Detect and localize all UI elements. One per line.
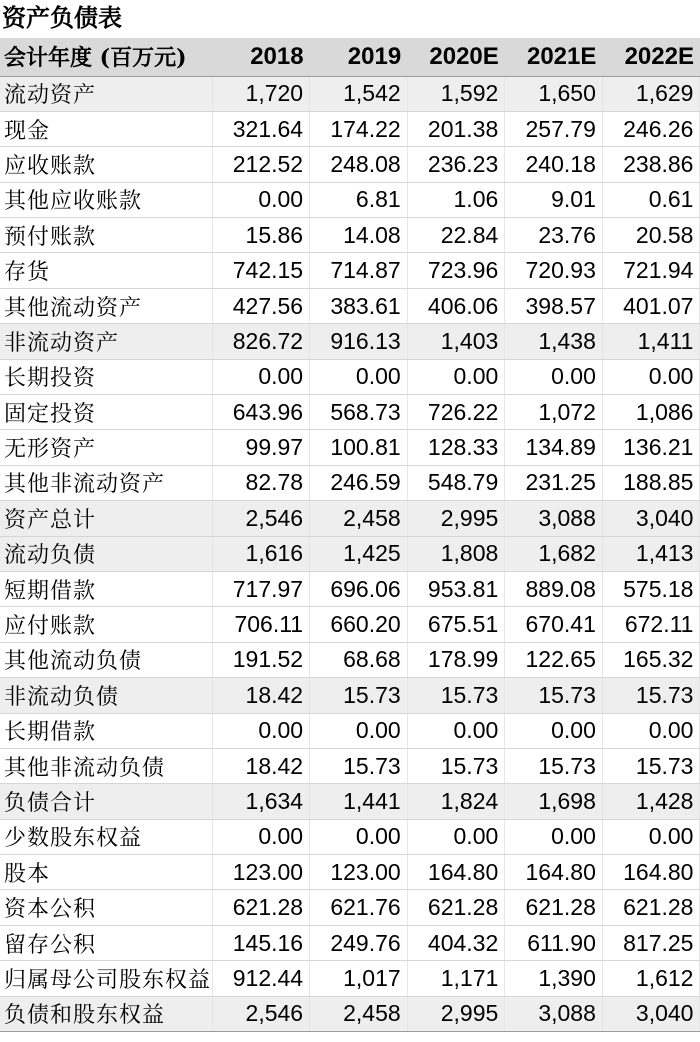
cell-value: 1,072 [505,395,603,430]
cell-value: 0.00 [310,359,408,394]
cell-value: 0.00 [602,359,700,394]
cell-value: 134.89 [505,430,603,465]
row-label: 其他流动资产 [0,288,212,323]
cell-value: 100.81 [310,430,408,465]
cell-value: 575.18 [602,571,700,606]
cell-value: 717.97 [212,571,310,606]
cell-value: 2,995 [407,996,505,1031]
cell-value: 404.32 [407,925,505,960]
cell-value: 1,629 [602,76,700,111]
cell-value: 2,546 [212,996,310,1031]
cell-value: 0.00 [602,819,700,854]
cell-value: 2,458 [310,996,408,1031]
table-row [0,395,700,430]
table-row [0,961,700,996]
cell-value: 2,546 [212,501,310,536]
table-row [0,501,700,536]
table-row [0,855,700,890]
cell-value: 188.85 [602,465,700,500]
cell-value: 621.28 [407,890,505,925]
row-label: 留存公积 [0,925,212,960]
cell-value: 643.96 [212,395,310,430]
table-row [0,359,700,394]
cell-value: 0.00 [602,713,700,748]
cell-value: 15.73 [505,748,603,783]
cell-value: 726.22 [407,395,505,430]
cell-value: 231.25 [505,465,603,500]
row-label: 长期借款 [0,713,212,748]
table-row [0,536,700,571]
cell-value: 246.26 [602,111,700,146]
cell-value: 0.00 [212,182,310,217]
row-label: 其他流动负债 [0,642,212,677]
cell-value: 15.73 [310,748,408,783]
cell-value: 696.06 [310,571,408,606]
cell-value: 621.76 [310,890,408,925]
cell-value: 15.86 [212,218,310,253]
cell-value: 15.73 [505,678,603,713]
row-label: 其他应收账款 [0,182,212,217]
cell-value: 1,698 [505,784,603,819]
cell-value: 248.08 [310,147,408,182]
cell-value: 912.44 [212,961,310,996]
cell-value: 1,413 [602,536,700,571]
cell-value: 826.72 [212,324,310,359]
cell-value: 249.76 [310,925,408,960]
cell-value: 0.61 [602,182,700,217]
cell-value: 0.00 [212,819,310,854]
cell-value: 0.00 [212,713,310,748]
cell-value: 6.81 [310,182,408,217]
table-row [0,784,700,819]
cell-value: 18.42 [212,678,310,713]
cell-value: 123.00 [212,855,310,890]
row-label: 短期借款 [0,571,212,606]
table-row [0,76,700,111]
cell-value: 3,088 [505,996,603,1031]
table-row [0,819,700,854]
cell-value: 1,824 [407,784,505,819]
cell-value: 383.61 [310,288,408,323]
cell-value: 257.79 [505,111,603,146]
cell-value: 164.80 [602,855,700,890]
cell-value: 20.58 [602,218,700,253]
row-label: 其他非流动负债 [0,748,212,783]
cell-value: 3,088 [505,501,603,536]
header-row [0,38,700,76]
table-row [0,111,700,146]
cell-value: 721.94 [602,253,700,288]
cell-value: 1,616 [212,536,310,571]
cell-value: 548.79 [407,465,505,500]
cell-value: 15.73 [602,678,700,713]
row-label: 存货 [0,253,212,288]
header-2022e: 2022E [602,38,700,76]
cell-value: 136.21 [602,430,700,465]
table-row [0,642,700,677]
table-row [0,324,700,359]
cell-value: 1,542 [310,76,408,111]
table-row [0,571,700,606]
cell-value: 18.42 [212,748,310,783]
cell-value: 953.81 [407,571,505,606]
cell-value: 706.11 [212,607,310,642]
header-2018: 2018 [212,38,310,76]
cell-value: 178.99 [407,642,505,677]
cell-value: 670.41 [505,607,603,642]
table-row [0,678,700,713]
cell-value: 672.11 [602,607,700,642]
cell-value: 675.51 [407,607,505,642]
cell-value: 916.13 [310,324,408,359]
table-row [0,182,700,217]
cell-value: 1,720 [212,76,310,111]
balance-sheet-table [0,38,700,1032]
cell-value: 1,086 [602,395,700,430]
header-2021e: 2021E [505,38,603,76]
cell-value: 23.76 [505,218,603,253]
cell-value: 2,458 [310,501,408,536]
cell-value: 568.73 [310,395,408,430]
table-row [0,607,700,642]
cell-value: 0.00 [310,819,408,854]
cell-value: 165.32 [602,642,700,677]
row-label: 应收账款 [0,147,212,182]
cell-value: 9.01 [505,182,603,217]
table-row [0,218,700,253]
table-title: 资产负债表 [2,3,122,32]
cell-value: 1,390 [505,961,603,996]
cell-value: 0.00 [505,359,603,394]
row-label: 流动资产 [0,76,212,111]
cell-value: 15.73 [407,678,505,713]
table-row [0,925,700,960]
cell-value: 889.08 [505,571,603,606]
row-label: 现金 [0,111,212,146]
cell-value: 68.68 [310,642,408,677]
row-label: 资产总计 [0,501,212,536]
cell-value: 723.96 [407,253,505,288]
cell-value: 15.73 [310,678,408,713]
cell-value: 660.20 [310,607,408,642]
cell-value: 0.00 [310,713,408,748]
cell-value: 720.93 [505,253,603,288]
table-row [0,713,700,748]
cell-value: 236.23 [407,147,505,182]
cell-value: 2,995 [407,501,505,536]
cell-value: 0.00 [407,713,505,748]
cell-value: 0.00 [505,819,603,854]
cell-value: 82.78 [212,465,310,500]
cell-value: 1,650 [505,76,603,111]
cell-value: 0.00 [212,359,310,394]
cell-value: 3,040 [602,996,700,1031]
cell-value: 621.28 [602,890,700,925]
header-2019: 2019 [310,38,408,76]
cell-value: 145.16 [212,925,310,960]
header-fiscal-year: 会计年度 (百万元) [0,38,212,76]
table-row [0,430,700,465]
cell-value: 1,438 [505,324,603,359]
cell-value: 321.64 [212,111,310,146]
cell-value: 0.00 [407,359,505,394]
row-label: 应付账款 [0,607,212,642]
cell-value: 123.00 [310,855,408,890]
cell-value: 22.84 [407,218,505,253]
cell-value: 1,171 [407,961,505,996]
cell-value: 1,441 [310,784,408,819]
cell-value: 122.65 [505,642,603,677]
cell-value: 1,634 [212,784,310,819]
table-body [0,76,700,1032]
cell-value: 1,403 [407,324,505,359]
cell-value: 742.15 [212,253,310,288]
cell-value: 817.25 [602,925,700,960]
table-row [0,890,700,925]
table-row [0,253,700,288]
cell-value: 1,808 [407,536,505,571]
row-label: 流动负债 [0,536,212,571]
row-label: 其他非流动资产 [0,465,212,500]
cell-value: 212.52 [212,147,310,182]
header-2020e: 2020E [407,38,505,76]
cell-value: 15.73 [602,748,700,783]
cell-value: 128.33 [407,430,505,465]
cell-value: 1,411 [602,324,700,359]
cell-value: 3,040 [602,501,700,536]
cell-value: 1,017 [310,961,408,996]
cell-value: 201.38 [407,111,505,146]
cell-value: 714.87 [310,253,408,288]
cell-value: 0.00 [407,819,505,854]
cell-value: 1,682 [505,536,603,571]
cell-value: 611.90 [505,925,603,960]
cell-value: 401.07 [602,288,700,323]
cell-value: 398.57 [505,288,603,323]
table-row [0,996,700,1031]
row-label: 归属母公司股东权益 [0,961,212,996]
row-label: 固定投资 [0,395,212,430]
cell-value: 238.86 [602,147,700,182]
cell-value: 99.97 [212,430,310,465]
row-label: 非流动资产 [0,324,212,359]
row-label: 无形资产 [0,430,212,465]
cell-value: 240.18 [505,147,603,182]
cell-value: 174.22 [310,111,408,146]
cell-value: 0.00 [505,713,603,748]
table-row [0,465,700,500]
row-label: 股本 [0,855,212,890]
row-label: 负债合计 [0,784,212,819]
cell-value: 1,592 [407,76,505,111]
cell-value: 14.08 [310,218,408,253]
row-label: 预付账款 [0,218,212,253]
table-row [0,288,700,323]
cell-value: 427.56 [212,288,310,323]
row-label: 长期投资 [0,359,212,394]
cell-value: 1,612 [602,961,700,996]
cell-value: 1.06 [407,182,505,217]
row-label: 负债和股东权益 [0,996,212,1031]
cell-value: 15.73 [407,748,505,783]
cell-value: 621.28 [212,890,310,925]
cell-value: 191.52 [212,642,310,677]
cell-value: 1,428 [602,784,700,819]
table-row [0,748,700,783]
row-label: 少数股东权益 [0,819,212,854]
cell-value: 246.59 [310,465,408,500]
cell-value: 621.28 [505,890,603,925]
cell-value: 164.80 [407,855,505,890]
cell-value: 406.06 [407,288,505,323]
cell-value: 1,425 [310,536,408,571]
cell-value: 164.80 [505,855,603,890]
row-label: 资本公积 [0,890,212,925]
row-label: 非流动负债 [0,678,212,713]
table-row [0,147,700,182]
